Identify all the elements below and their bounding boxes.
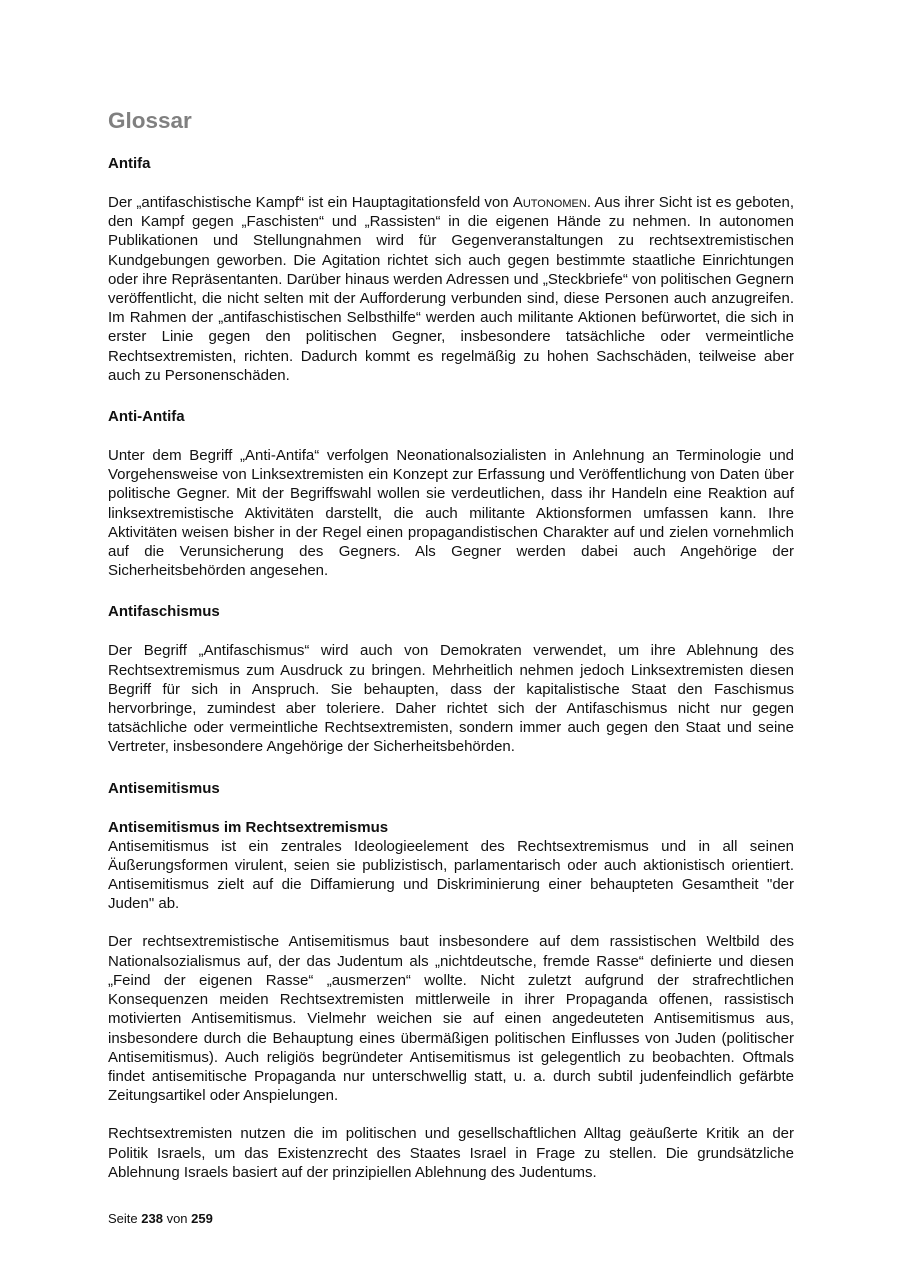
paragraph-antifaschismus: Der Begriff „Antifaschismus“ wird auch von Demokraten verwendet, um ihre Ablehnung des Rechtsextremismus zum Ausdruck zu bringen. Mehrheitlich nehmen jedoch Linksextremisten diesen Begriff für sich in Anspruch. Sie behaupten, dass der kapitalistische Staat den Faschismus hervorbringe, zumindest aber toleriere. Daher richtet sich der Antifaschismus nicht nur gegen tatsächliche oder vermeintliche Rechtsextremisten, sondern immer auch gegen den Staat und seine Vertreter, insbesondere Angehörige der Sicherheitsbehörden. [108,642,794,756]
page-footer [108,1211,213,1226]
document-page [108,106,794,1182]
footer-middle: von [162,1211,192,1226]
paragraph-anti-antifa: Unter dem Begriff „Anti-Antifa“ verfolgen Neonationalsozialisten in Anlehnung an Terminologie und Vorgehensweise von Linksextremisten ein Konzept zur Erfassung und Veröffentlichung von Daten über politische Gegner. Mit der Begriffswahl wollen sie verdeutlichen, dass ihr Handeln eine Reaktion auf linksextremistische Aktivitäten darstellt, die auch militante Aktionsformen umfassen kann. Ihre Aktivitäten weisen bisher in der Regel einen propagandistischen Charakter auf und zielen vornehmlich auf die Verunsicherung des Gegners. Als Gegner werden dabei auch Angehörige der Sicherheitsbehörden angesehen. [108,447,794,580]
footer-prefix: Seite [108,1211,142,1226]
paragraph-antisemitismus-3: Rechtsextremisten nutzen die im politischen und gesellschaftlichen Alltag geäußerte Kritik an der Politik Israels, um das Existenzrecht des Staates Israel in Frage zu stellen. Die grundsätzliche Ablehnung Israels basiert auf der prinzipiellen Ablehnung des Judentums. [108,1125,794,1181]
section-heading-antifa: Antifa [108,155,151,172]
subheading-antisemitismus-rechtsextremismus: Antisemitismus im Rechtsextremismus [108,818,389,836]
paragraph-antisemitismus-1: Antisemitismus ist ein zentrales Ideologieelement des Rechtsextremismus und in all seinen Äußerungsformen virulent, seien sie publizistisch, parlamentarisch oder auch aktionistisch orientiert. Antisemitismus zielt auf die Diffamierung und Diskriminierung einer behaupteten Gesamtheit "der Juden" ab. [108,837,794,913]
section-heading-anti-antifa: Anti-Antifa [108,408,185,426]
paragraph-antisemitismus-2: Der rechtsextremistische Antisemitismus baut insbesondere auf dem rassistischen Weltbild des Nationalsozialismus auf, der das Judentum als „nichtdeutsche, fremde Rasse“ definierte und diesen „Feind der eigenen Rasse“ „ausmerzen“ wollte. Nicht zuletzt aufgrund der strafrechtlichen Konsequenzen meiden Rechtsextremisten mittlerweile in ihrer Propaganda offenen, rassistisch motivierten Antisemitismus. Vielmehr weichen sie auf einen angedeuteten Antisemitismus aus, insbesondere durch die Behauptung eines übermäßigen politischen Einflusses von Juden (politischer Antisemitismus). Auch religiös begründeter Antisemitismus ist gelegentlich zu beobachten. Oftmals findet antisemitische Propaganda nur unterschwellig statt, u. a. durch subtil judenfeindlich gefärbte Zeitungsartikel oder Anspielungen. [108,933,794,1105]
term-autonomen: Autonomen [512,194,587,211]
paragraph-text: Der „antifaschistische Kampf“ ist ein Hauptagitationsfeld von [108,194,513,211]
section-heading-antifaschismus: Antifaschismus [108,603,220,621]
current-page-number: 238 [141,1211,163,1226]
paragraph-text: . Aus ihrer Sicht ist es geboten, den Kampf gegen „Faschisten“ und „Rassisten“ in die eigenen Hände zu nehmen. In autonomen Publikationen und Stellungnahmen wird für Gegenveranstaltungen zu rechtsextremistischen Kundgebungen geworben. Die Agitation richtet sich auch gegen bestimmte staatliche Einrichtungen oder ihre Repräsentanten. Darüber hinaus werden Adressen und „Steckbriefe“ von politischen Gegnern veröffentlicht, die nicht selten mit der Aufforderung verbunden sind, diese Personen auch anzugreifen. Im Rahmen der „antifaschistischen Selbsthilfe“ werden auch militante Aktionen befürwortet, die sich in erster Linie gegen den politischen Gegner, insbesondere tatsächliche oder vermeintliche Rechtsextremisten, richten. Dadurch kommt es regelmäßig zu hohen Sachschäden, teilweise aber auch zu Personenschäden. [108,194,794,384]
section-heading-antisemitismus: Antisemitismus [108,779,220,797]
total-page-number: 259 [191,1211,213,1226]
page-title: Glossar [108,108,192,133]
paragraph-antifa [108,193,794,385]
